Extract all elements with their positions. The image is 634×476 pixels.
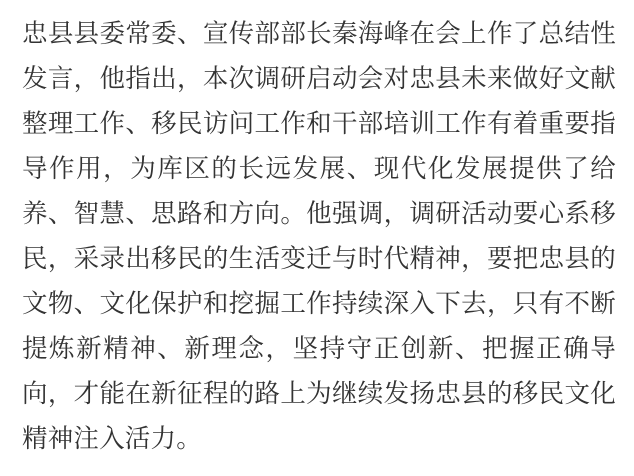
article-paragraph: 忠县县委常委、宣传部部长秦海峰在会上作了总结性发言，他指出，本次调研启动会对忠县未来做好文献整理工作、移民访问工作和干部培训工作有着重要指导作用，为库区的长远发展、现代化发展提供了给养、智慧、思路和方向。他强调，调研活动要心系移民，采录出移民的生活变迁与时代精神，要把忠县的文物、文化保护和挖掘工作持续深入下去，只有不断提炼新精神、新理念，坚持守正创新、把握正确导向，才能在新征程的路上为继续发扬忠县的移民文化精神注入活力。	[22, 20, 616, 453]
